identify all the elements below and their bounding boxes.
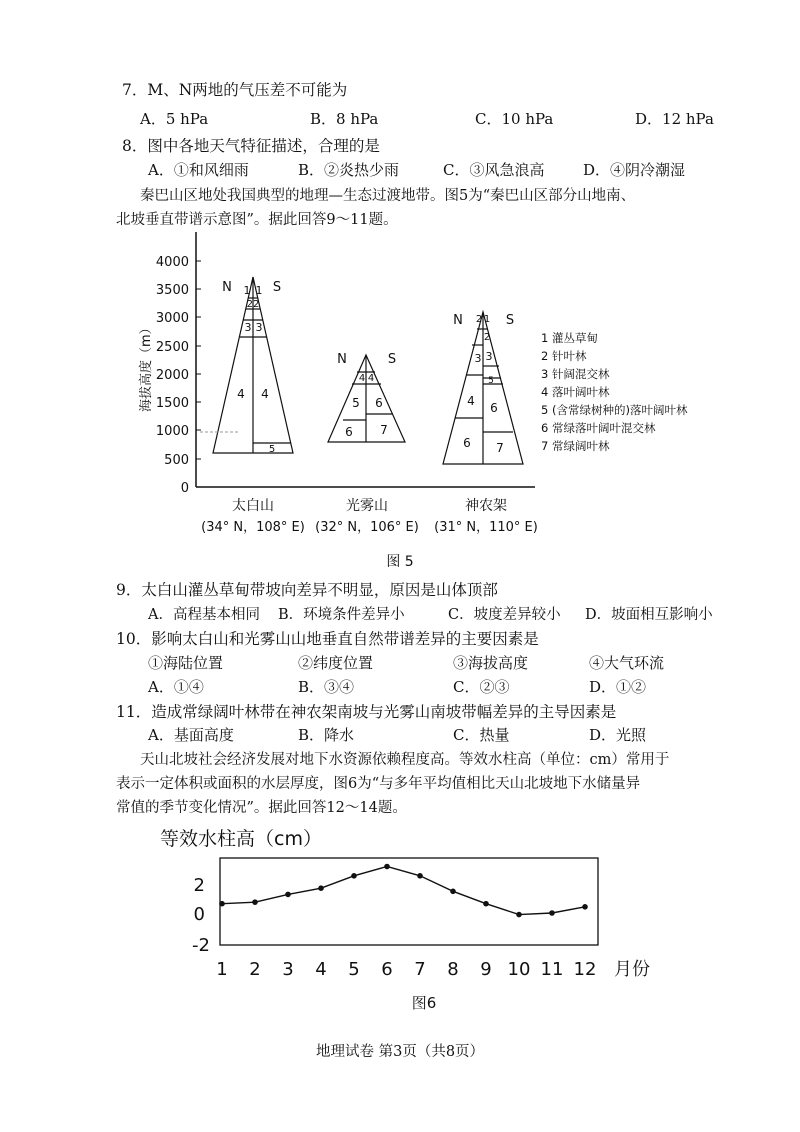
guangwu-zone7-s: 7 xyxy=(380,423,388,437)
q8-option-d[interactable]: D．④阴冷潮湿 xyxy=(583,161,686,179)
legend-item-2: 2 针叶林 xyxy=(541,349,587,363)
q9-option-a[interactable]: A．高程基本相同 xyxy=(148,607,260,623)
page-footer: 地理试卷 第3页（共8页） xyxy=(316,1044,485,1060)
shennongjia-zone5-s: 5 xyxy=(488,376,494,386)
fig6-point-month-10 xyxy=(516,912,522,918)
q10-factor-4: ④大气环流 xyxy=(589,654,665,672)
taibai-zone4-s: 4 xyxy=(261,387,269,401)
q8-option-b[interactable]: B．②炎热少雨 xyxy=(298,161,400,179)
fig6-point-month-3 xyxy=(285,892,291,898)
q8-option-c[interactable]: C．③风急浪高 xyxy=(443,161,545,179)
mountain-name-guangwu: 光雾山 xyxy=(346,498,388,514)
intro1-line2: 北坡垂直带谱示意图”。据此回答9～11题。 xyxy=(116,212,398,228)
fig5-ytick-1000: 1000 xyxy=(155,424,189,439)
fig6-point-month-8 xyxy=(450,889,456,895)
fig6-point-month-1 xyxy=(219,901,225,907)
taibai-zone1-s: 1 xyxy=(255,284,263,297)
q11-option-d[interactable]: D．光照 xyxy=(589,726,647,744)
legend-item-6: 6 常绿落叶阔叶混交林 xyxy=(541,421,656,435)
fig5-ylabel: 海拔高度（m） xyxy=(139,321,154,412)
mountain-coord-guangwu: (32° N，106° E) xyxy=(315,520,419,535)
mountain-name-shennongjia: 神农架 xyxy=(465,498,507,514)
q11-option-b[interactable]: B．降水 xyxy=(298,726,355,744)
fig6-point-month-4 xyxy=(318,885,324,891)
legend-item-7: 7 常绿阔叶林 xyxy=(541,439,610,453)
fig5-ytick-0: 0 xyxy=(180,481,189,496)
taibai-zone3-s: 3 xyxy=(255,321,263,334)
q7-option-b[interactable]: B．8 hPa xyxy=(310,110,379,128)
shennongjia-zone1: 1 xyxy=(483,314,491,325)
fig6-ytick-neg2: -2 xyxy=(192,935,210,956)
fig6-caption: 图6 xyxy=(411,994,437,1012)
q7-option-d[interactable]: D．12 hPa xyxy=(635,110,714,128)
fig6-point-month-5 xyxy=(351,873,357,879)
fig5-caption: 图 5 xyxy=(386,554,414,570)
intro2-line2: 表示一定体积或面积的水层厚度，图6为“与多年平均值相比天山北坡地下水储量异 xyxy=(116,776,641,792)
fig6-xtick-8: 8 xyxy=(447,959,459,980)
q8-option-a[interactable]: A．①和风细雨 xyxy=(148,161,249,179)
taibai-zone1-n: 1 xyxy=(243,284,251,297)
fig6-point-month-11 xyxy=(549,910,555,916)
fig6-series-line xyxy=(222,867,585,915)
fig6-xtick-10: 10 xyxy=(507,959,531,980)
fig6-title: 等效水柱高（cm） xyxy=(160,828,322,850)
shennongjia-zone2-s: 2 xyxy=(483,332,491,343)
q10-factor-1: ①海陆位置 xyxy=(148,654,224,672)
guangwu-n: N xyxy=(337,352,347,367)
intro2-line1: 天山北坡社会经济发展对地下水资源依赖程度高。等效水柱高（单位：cm）常用于 xyxy=(140,752,670,768)
mountain-coord-taibai: (34° N，108° E) xyxy=(201,520,305,535)
fig6-point-month-12 xyxy=(582,904,588,910)
guangwu-zone4-n: 4 xyxy=(358,373,366,384)
q9-stem: 9．太白山灌丛草甸带坡向差异不明显，原因是山体顶部 xyxy=(116,581,498,599)
q10-factor-2: ②纬度位置 xyxy=(298,654,374,672)
shennongjia-zone4-n: 4 xyxy=(467,394,475,408)
shennongjia-n: N xyxy=(453,313,463,328)
fig6-xtick-7: 7 xyxy=(414,959,426,980)
mountain-coord-shennongjia: (31° N，110° E) xyxy=(434,520,538,535)
q9-option-b[interactable]: B．环境条件差异小 xyxy=(278,607,405,623)
fig5-ytick-500: 500 xyxy=(164,453,189,468)
fig6-xtick-11: 11 xyxy=(540,959,564,980)
q10-option-a[interactable]: A．①④ xyxy=(148,678,204,696)
taibai-zone22: 22 xyxy=(246,299,260,310)
fig6-xtick-4: 4 xyxy=(315,959,327,980)
shennongjia-zone6-n: 6 xyxy=(463,436,471,450)
fig6-point-month-7 xyxy=(417,873,423,879)
fig5-ytick-2500: 2500 xyxy=(155,340,189,355)
fig5-ytick-4000: 4000 xyxy=(155,255,189,270)
legend-item-3: 3 针阔混交林 xyxy=(541,367,610,381)
taibai-zone3-n: 3 xyxy=(244,321,252,334)
taibai-s: S xyxy=(272,280,282,295)
q9-option-d[interactable]: D．坡面相互影响小 xyxy=(585,607,713,623)
guangwu-zone6-s: 6 xyxy=(375,396,383,410)
legend-item-5: 5 (含常绿树种的)落叶阔叶林 xyxy=(541,403,688,417)
q11-option-c[interactable]: C．热量 xyxy=(453,726,510,744)
q9-option-c[interactable]: C．坡度差异较小 xyxy=(448,607,561,623)
fig6-xtick-3: 3 xyxy=(282,959,294,980)
fig6-point-month-2 xyxy=(252,899,258,905)
fig6-xtick-1: 1 xyxy=(216,959,228,980)
shennongjia-zone7-s: 7 xyxy=(496,441,504,455)
shennongjia-zone2-n: 2 xyxy=(475,314,483,325)
shennongjia-zone6-s: 6 xyxy=(490,401,498,415)
fig6-xtick-2: 2 xyxy=(249,959,261,980)
q10-option-b[interactable]: B．③④ xyxy=(298,678,355,696)
intro2-line3: 常值的季节变化情况”。据此回答12～14题。 xyxy=(116,800,407,816)
fig6-ytick-2: 2 xyxy=(193,875,205,896)
fig6-xlabel: 月份 xyxy=(614,959,650,980)
fig5-ytick-2000: 2000 xyxy=(155,368,189,383)
fig6-xtick-12: 12 xyxy=(573,959,597,980)
taibai-zone4-n: 4 xyxy=(237,387,245,401)
q11-stem: 11．造成常绿阔叶林带在神农架南坡与光雾山南坡带幅差异的主导因素是 xyxy=(116,703,617,721)
fig6-point-month-9 xyxy=(483,901,489,907)
legend-item-4: 4 落叶阔叶林 xyxy=(541,385,610,399)
fig6-xtick-5: 5 xyxy=(348,959,360,980)
legend-item-1: 1 灌丛草甸 xyxy=(541,331,598,345)
mountain-name-taibai: 太白山 xyxy=(232,498,274,514)
taibai-n: N xyxy=(222,280,232,295)
q8-stem: 8．图中各地天气特征描述，合理的是 xyxy=(122,137,380,155)
shennongjia-s: S xyxy=(505,313,515,328)
shennongjia-zone3-n: 3 xyxy=(474,352,482,365)
fig6-xtick-9: 9 xyxy=(480,959,492,980)
q10-option-c[interactable]: C．②③ xyxy=(453,678,510,696)
fig5-ytick-3000: 3000 xyxy=(155,311,189,326)
q7-option-c[interactable]: C．10 hPa xyxy=(475,110,554,128)
fig5-ytick-1500: 1500 xyxy=(155,396,189,411)
shennongjia-zone3-s: 3 xyxy=(485,350,493,363)
q10-option-d[interactable]: D．①② xyxy=(589,678,647,696)
q7-option-a[interactable]: A．5 hPa xyxy=(140,110,209,128)
guangwu-s: S xyxy=(387,352,397,367)
guangwu-zone4-s: 4 xyxy=(367,373,375,384)
intro1-line1: 秦巴山区地处我国典型的地理—生态过渡地带。图5为“秦巴山区部分山地南、 xyxy=(140,188,636,204)
q7-stem: 7．M、N两地的气压差不可能为 xyxy=(122,81,348,99)
fig5-ytick-3500: 3500 xyxy=(155,283,189,298)
taibai-zone5-s: 5 xyxy=(268,444,276,455)
fig6-ytick-0: 0 xyxy=(193,904,205,925)
q10-stem: 10．影响太白山和光雾山山地垂直自然带谱差异的主要因素是 xyxy=(116,630,539,648)
q10-factor-3: ③海拔高度 xyxy=(453,654,529,672)
guangwu-zone6-n: 6 xyxy=(345,425,353,439)
fig6-xtick-6: 6 xyxy=(381,959,393,980)
fig6-point-month-6 xyxy=(384,864,390,870)
guangwu-zone5-n: 5 xyxy=(352,396,360,410)
q11-option-a[interactable]: A．基面高度 xyxy=(148,726,234,744)
fig6-plot-frame xyxy=(220,858,598,945)
